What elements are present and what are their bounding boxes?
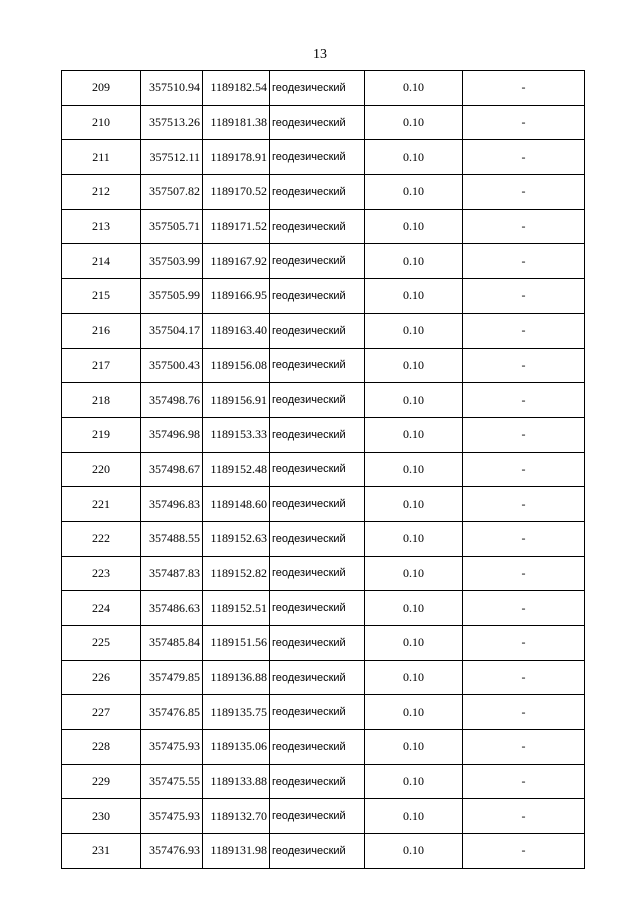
x-coordinate-cell: 357505.71 xyxy=(141,209,203,244)
point-number-cell: 209 xyxy=(62,71,141,106)
note-cell: - xyxy=(463,521,585,556)
y-coordinate-cell: 1189132.70 xyxy=(203,799,270,834)
y-coordinate-cell: 1189166.95 xyxy=(203,279,270,314)
precision-cell: 0.10 xyxy=(365,417,463,452)
table-row xyxy=(62,452,585,487)
method-cell: геодезический xyxy=(270,799,365,834)
method-cell: геодезический xyxy=(270,764,365,799)
point-number-cell: 215 xyxy=(62,279,141,314)
method-cell: геодезический xyxy=(270,834,365,869)
y-coordinate-cell: 1189151.56 xyxy=(203,626,270,661)
point-number-cell: 218 xyxy=(62,383,141,418)
note-cell: - xyxy=(463,348,585,383)
point-number-cell: 225 xyxy=(62,626,141,661)
method-cell: геодезический xyxy=(270,244,365,279)
method-cell: геодезический xyxy=(270,279,365,314)
table-row xyxy=(62,730,585,765)
point-number-cell: 226 xyxy=(62,660,141,695)
table-row xyxy=(62,348,585,383)
precision-cell: 0.10 xyxy=(365,591,463,626)
table-row xyxy=(62,487,585,522)
table-row xyxy=(62,626,585,661)
note-cell: - xyxy=(463,417,585,452)
note-cell: - xyxy=(463,105,585,140)
note-cell: - xyxy=(463,764,585,799)
x-coordinate-cell: 357475.55 xyxy=(141,764,203,799)
method-cell: геодезический xyxy=(270,556,365,591)
x-coordinate-cell: 357498.76 xyxy=(141,383,203,418)
point-number-cell: 223 xyxy=(62,556,141,591)
y-coordinate-cell: 1189135.06 xyxy=(203,730,270,765)
point-number-cell: 231 xyxy=(62,834,141,869)
point-number-cell: 217 xyxy=(62,348,141,383)
point-number-cell: 210 xyxy=(62,105,141,140)
y-coordinate-cell: 1189153.33 xyxy=(203,417,270,452)
table-row xyxy=(62,556,585,591)
note-cell: - xyxy=(463,71,585,106)
precision-cell: 0.10 xyxy=(365,313,463,348)
precision-cell: 0.10 xyxy=(365,140,463,175)
method-cell: геодезический xyxy=(270,487,365,522)
precision-cell: 0.10 xyxy=(365,730,463,765)
x-coordinate-cell: 357487.83 xyxy=(141,556,203,591)
method-cell: геодезический xyxy=(270,383,365,418)
point-number-cell: 216 xyxy=(62,313,141,348)
x-coordinate-cell: 357513.26 xyxy=(141,105,203,140)
y-coordinate-cell: 1189171.52 xyxy=(203,209,270,244)
method-cell: геодезический xyxy=(270,730,365,765)
x-coordinate-cell: 357505.99 xyxy=(141,279,203,314)
y-coordinate-cell: 1189152.82 xyxy=(203,556,270,591)
method-cell: геодезический xyxy=(270,313,365,348)
y-coordinate-cell: 1189135.75 xyxy=(203,695,270,730)
x-coordinate-cell: 357475.93 xyxy=(141,799,203,834)
point-number-cell: 213 xyxy=(62,209,141,244)
point-number-cell: 228 xyxy=(62,730,141,765)
y-coordinate-cell: 1189181.38 xyxy=(203,105,270,140)
point-number-cell: 214 xyxy=(62,244,141,279)
method-cell: геодезический xyxy=(270,417,365,452)
method-cell: геодезический xyxy=(270,175,365,210)
y-coordinate-cell: 1189152.63 xyxy=(203,521,270,556)
table-row xyxy=(62,764,585,799)
table-row xyxy=(62,244,585,279)
y-coordinate-cell: 1189156.91 xyxy=(203,383,270,418)
method-cell: геодезический xyxy=(270,209,365,244)
note-cell: - xyxy=(463,175,585,210)
y-coordinate-cell: 1189182.54 xyxy=(203,71,270,106)
table-row xyxy=(62,105,585,140)
y-coordinate-cell: 1189170.52 xyxy=(203,175,270,210)
note-cell: - xyxy=(463,487,585,522)
x-coordinate-cell: 357476.85 xyxy=(141,695,203,730)
x-coordinate-cell: 357476.93 xyxy=(141,834,203,869)
precision-cell: 0.10 xyxy=(365,660,463,695)
table-row xyxy=(62,417,585,452)
y-coordinate-cell: 1189178.91 xyxy=(203,140,270,175)
precision-cell: 0.10 xyxy=(365,71,463,106)
x-coordinate-cell: 357486.63 xyxy=(141,591,203,626)
note-cell: - xyxy=(463,313,585,348)
y-coordinate-cell: 1189152.51 xyxy=(203,591,270,626)
table-row xyxy=(62,521,585,556)
method-cell: геодезический xyxy=(270,71,365,106)
y-coordinate-cell: 1189156.08 xyxy=(203,348,270,383)
table-row xyxy=(62,799,585,834)
table-row xyxy=(62,71,585,106)
precision-cell: 0.10 xyxy=(365,452,463,487)
note-cell: - xyxy=(463,799,585,834)
point-number-cell: 222 xyxy=(62,521,141,556)
table-row xyxy=(62,660,585,695)
point-number-cell: 220 xyxy=(62,452,141,487)
x-coordinate-cell: 357512.11 xyxy=(141,140,203,175)
note-cell: - xyxy=(463,730,585,765)
note-cell: - xyxy=(463,279,585,314)
precision-cell: 0.10 xyxy=(365,487,463,522)
x-coordinate-cell: 357510.94 xyxy=(141,71,203,106)
x-coordinate-cell: 357507.82 xyxy=(141,175,203,210)
precision-cell: 0.10 xyxy=(365,279,463,314)
point-number-cell: 212 xyxy=(62,175,141,210)
x-coordinate-cell: 357496.98 xyxy=(141,417,203,452)
method-cell: геодезический xyxy=(270,452,365,487)
x-coordinate-cell: 357504.17 xyxy=(141,313,203,348)
y-coordinate-cell: 1189167.92 xyxy=(203,244,270,279)
method-cell: геодезический xyxy=(270,695,365,730)
precision-cell: 0.10 xyxy=(365,764,463,799)
precision-cell: 0.10 xyxy=(365,626,463,661)
method-cell: геодезический xyxy=(270,348,365,383)
note-cell: - xyxy=(463,140,585,175)
precision-cell: 0.10 xyxy=(365,695,463,730)
precision-cell: 0.10 xyxy=(365,175,463,210)
coordinates-table-body xyxy=(62,71,585,869)
method-cell: геодезический xyxy=(270,660,365,695)
table-row xyxy=(62,175,585,210)
table-row xyxy=(62,313,585,348)
table-row xyxy=(62,209,585,244)
precision-cell: 0.10 xyxy=(365,209,463,244)
note-cell: - xyxy=(463,695,585,730)
precision-cell: 0.10 xyxy=(365,834,463,869)
method-cell: геодезический xyxy=(270,626,365,661)
table-row xyxy=(62,834,585,869)
y-coordinate-cell: 1189133.88 xyxy=(203,764,270,799)
note-cell: - xyxy=(463,452,585,487)
precision-cell: 0.10 xyxy=(365,556,463,591)
table-row xyxy=(62,695,585,730)
point-number-cell: 230 xyxy=(62,799,141,834)
y-coordinate-cell: 1189136.88 xyxy=(203,660,270,695)
point-number-cell: 229 xyxy=(62,764,141,799)
note-cell: - xyxy=(463,834,585,869)
point-number-cell: 221 xyxy=(62,487,141,522)
precision-cell: 0.10 xyxy=(365,799,463,834)
precision-cell: 0.10 xyxy=(365,521,463,556)
note-cell: - xyxy=(463,591,585,626)
method-cell: геодезический xyxy=(270,140,365,175)
method-cell: геодезический xyxy=(270,591,365,626)
note-cell: - xyxy=(463,556,585,591)
note-cell: - xyxy=(463,209,585,244)
point-number-cell: 227 xyxy=(62,695,141,730)
x-coordinate-cell: 357496.83 xyxy=(141,487,203,522)
point-number-cell: 224 xyxy=(62,591,141,626)
y-coordinate-cell: 1189148.60 xyxy=(203,487,270,522)
method-cell: геодезический xyxy=(270,105,365,140)
point-number-cell: 211 xyxy=(62,140,141,175)
precision-cell: 0.10 xyxy=(365,383,463,418)
note-cell: - xyxy=(463,383,585,418)
x-coordinate-cell: 357488.55 xyxy=(141,521,203,556)
page-number: 13 xyxy=(313,47,327,62)
x-coordinate-cell: 357475.93 xyxy=(141,730,203,765)
table-row xyxy=(62,279,585,314)
table-row xyxy=(62,140,585,175)
x-coordinate-cell: 357498.67 xyxy=(141,452,203,487)
point-number-cell: 219 xyxy=(62,417,141,452)
note-cell: - xyxy=(463,660,585,695)
precision-cell: 0.10 xyxy=(365,105,463,140)
y-coordinate-cell: 1189131.98 xyxy=(203,834,270,869)
method-cell: геодезический xyxy=(270,521,365,556)
x-coordinate-cell: 357503.99 xyxy=(141,244,203,279)
coordinates-table xyxy=(61,70,585,869)
x-coordinate-cell: 357479.85 xyxy=(141,660,203,695)
precision-cell: 0.10 xyxy=(365,348,463,383)
y-coordinate-cell: 1189152.48 xyxy=(203,452,270,487)
note-cell: - xyxy=(463,244,585,279)
note-cell: - xyxy=(463,626,585,661)
y-coordinate-cell: 1189163.40 xyxy=(203,313,270,348)
x-coordinate-cell: 357485.84 xyxy=(141,626,203,661)
precision-cell: 0.10 xyxy=(365,244,463,279)
x-coordinate-cell: 357500.43 xyxy=(141,348,203,383)
table-row xyxy=(62,591,585,626)
table-row xyxy=(62,383,585,418)
